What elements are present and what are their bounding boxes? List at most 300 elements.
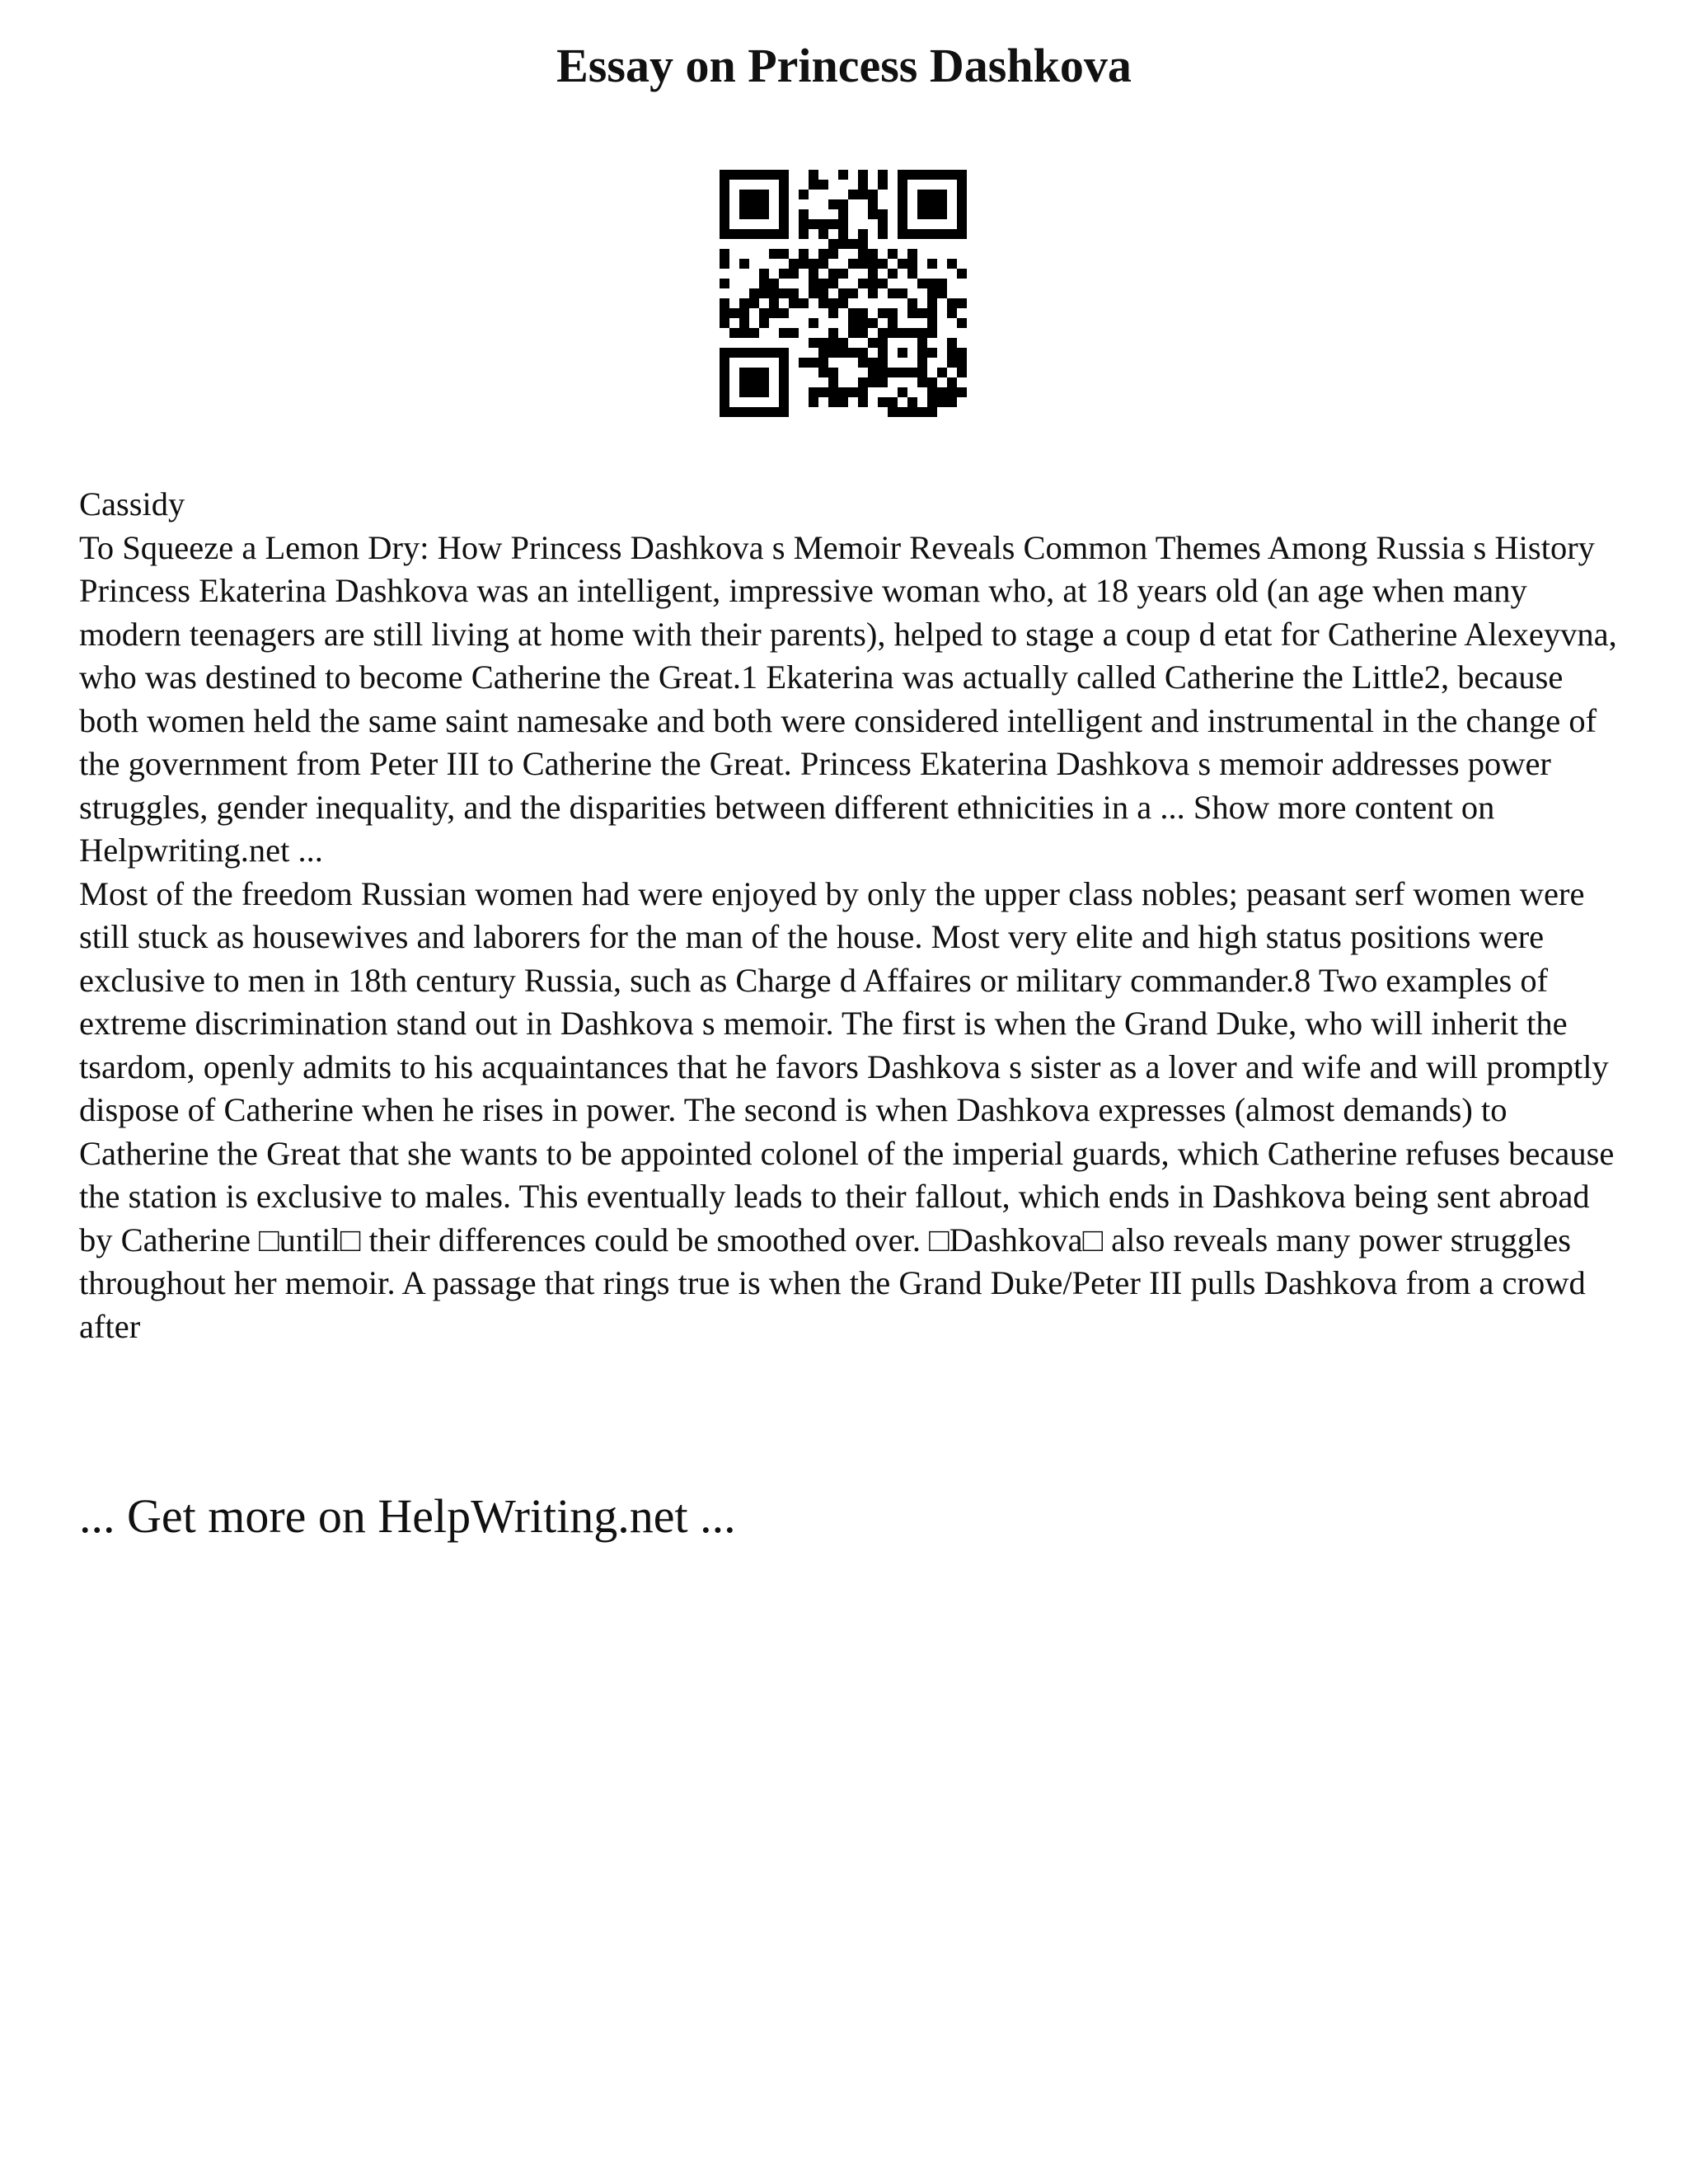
qr-module [779,358,789,368]
qr-module [779,190,789,199]
qr-module [927,328,937,338]
qr-module [927,209,937,219]
get-more-link[interactable]: ... Get more on HelpWriting.net ... [79,1489,736,1543]
qr-module [957,368,967,377]
qr-module [888,288,898,298]
qr-module [759,308,769,318]
qr-module [720,358,729,368]
qr-module [937,397,947,407]
qr-module [878,259,888,269]
qr-module [720,259,729,269]
qr-module [858,377,868,387]
qr-module [759,407,769,417]
qr-module [848,387,858,397]
qr-module [779,288,789,298]
qr-module [888,397,898,407]
qr-module [818,279,828,288]
qr-module [818,249,828,259]
qr-module [809,318,818,328]
qr-module [818,219,828,229]
qr-module [739,328,749,338]
qr-module [927,288,937,298]
qr-module [878,209,888,219]
qr-module [927,298,937,308]
qr-module [828,308,838,318]
qr-module [720,397,729,407]
qr-module [779,180,789,190]
qr-module [888,328,898,338]
qr-module [848,239,858,249]
qr-module [927,377,937,387]
qr-module [720,249,729,259]
qr-module [779,219,789,229]
qr-module [927,199,937,209]
qr-module [779,377,789,387]
qr-module [878,358,888,368]
qr-module [799,358,809,368]
qr-module [858,229,868,239]
qr-module [739,368,749,377]
qr-module [759,209,769,219]
qr-module [720,407,729,417]
qr-module [838,199,848,209]
qr-module [799,219,809,229]
qr-module [888,308,898,318]
qr-module [818,338,828,348]
qr-module [729,229,739,239]
qr-module [779,397,789,407]
qr-module [749,407,759,417]
qr-module [769,407,779,417]
qr-module [729,348,739,358]
qr-module [739,348,749,358]
qr-module [749,377,759,387]
qr-module [907,259,917,269]
qr-module [838,209,848,219]
qr-module [957,269,967,279]
qr-module [769,288,779,298]
qr-module [838,288,848,298]
qr-module [898,387,907,397]
qr-module [858,308,868,318]
qr-module [917,279,927,288]
qr-module [818,387,828,397]
qr-module [779,229,789,239]
qr-module [749,190,759,199]
qr-module [898,368,907,377]
qr-module [917,308,927,318]
qr-module [729,407,739,417]
qr-module [917,407,927,417]
qr-module [828,368,838,377]
qr-module [957,190,967,199]
qr-module [799,209,809,219]
qr-module [848,190,858,199]
qr-module [957,318,967,328]
qr-module [907,249,917,259]
qr-module [907,328,917,338]
qr-module [888,368,898,377]
qr-module [937,288,947,298]
qr-module [858,180,868,190]
qr-module [927,407,937,417]
qr-module [858,259,868,269]
qr-module [927,190,937,199]
qr-module [957,229,967,239]
qr-module [947,387,957,397]
document-body [79,483,1620,1348]
qr-module [720,209,729,219]
qr-module [947,377,957,387]
qr-module [720,199,729,209]
qr-module [828,348,838,358]
qr-module [779,368,789,377]
qr-module [789,288,799,298]
qr-module [868,209,878,219]
qr-module [947,338,957,348]
qr-module [917,190,927,199]
qr-module [947,348,957,358]
qr-module [907,298,917,308]
document-title: Essay on Princess Dashkova [556,39,1132,92]
qr-module [799,249,809,259]
qr-module [749,368,759,377]
qr-module [759,318,769,328]
qr-module [848,288,858,298]
qr-module [739,298,749,308]
qr-module [907,269,917,279]
qr-module [828,249,838,259]
qr-module [957,348,967,358]
qr-module [809,170,818,180]
qr-module [878,170,888,180]
qr-module [720,308,729,318]
qr-module [848,328,858,338]
qr-module [858,397,868,407]
qr-module [828,387,838,397]
qr-module [848,259,858,269]
qr-module [809,338,818,348]
qr-module [858,249,868,259]
qr-module [937,368,947,377]
qr-module [858,170,868,180]
qr-module [947,358,957,368]
qr-module [809,269,818,279]
qr-module [749,288,759,298]
qr-module [729,328,739,338]
qr-module [809,180,818,190]
qr-module [779,407,789,417]
qr-module [838,338,848,348]
qr-module [878,348,888,358]
qr-module [789,298,799,308]
qr-module [947,229,957,239]
qr-module [898,348,907,358]
qr-module [858,358,868,368]
qr-module [809,358,818,368]
qr-module [917,377,927,387]
qr-module [917,358,927,368]
qr-module [907,397,917,407]
qr-module [858,190,868,199]
qr-module [799,259,809,269]
qr-module [878,180,888,190]
qr-module [907,170,917,180]
qr-module [759,190,769,199]
qr-module [759,368,769,377]
qr-module [779,328,789,338]
qr-module [947,397,957,407]
qr-module [818,298,828,308]
qr-module [739,407,749,417]
qr-module [927,229,937,239]
qr-module [779,387,789,397]
qr-module [769,279,779,288]
qr-module [759,387,769,397]
qr-module [858,348,868,358]
qr-module [818,229,828,239]
qr-module [937,209,947,219]
qr-module [937,387,947,397]
qr-module [789,328,799,338]
qr-module [828,377,838,387]
qr-module [720,170,729,180]
qr-module [927,348,937,358]
qr-module [739,318,749,328]
qr-module [927,259,937,269]
qr-module [898,170,907,180]
qr-module [898,180,907,190]
qr-module [927,397,937,407]
qr-module [898,229,907,239]
qr-module [947,308,957,318]
qr-module [937,170,947,180]
qr-module [759,199,769,209]
qr-module [868,318,878,328]
qr-module [818,259,828,269]
qr-module [769,229,779,239]
qr-module [907,407,917,417]
qr-module [957,387,967,397]
qr-module [957,298,967,308]
qr-module [789,269,799,279]
qr-module [828,269,838,279]
qr-module [957,180,967,190]
qr-module [749,328,759,338]
qr-module [957,209,967,219]
qr-module [878,308,888,318]
qr-module [868,279,878,288]
qr-module [957,170,967,180]
qr-module [818,180,828,190]
qr-module [759,279,769,288]
qr-module [878,219,888,229]
qr-module [818,348,828,358]
qr-module [957,358,967,368]
qr-module [898,259,907,269]
qr-module [917,170,927,180]
qr-module [749,298,759,308]
qr-module [720,368,729,377]
qr-module [888,249,898,259]
qr-module [888,318,898,328]
qr-module [898,407,907,417]
qr-module [809,397,818,407]
qr-module [937,190,947,199]
qr-module [858,318,868,328]
qr-module [848,348,858,358]
qr-module [917,328,927,338]
qr-module [917,229,927,239]
qr-module [749,229,759,239]
paragraph-intro: To Squeeze a Lemon Dry: How Princess Dashkova s Memoir Reveals Common Themes Among Russia s History Princess Ekaterina Dashkova was an intelligent, impressive woman who, at 18 years old (an age when many modern teenagers are still living at home with their parents), helped to stage a coup d etat for Catherine Alexeyvna, who was destined to become Catherine the Great.1 Ekaterina was actually called Catherine the Little2, because both women held the same saint namesake and both were considered intelligent and instrumental in the change of the government from Peter III to Catherine the Great. Princess Ekaterina Dashkova s memoir addresses power struggles, gender inequality, and the disparities between different ethnicities in a ... Show more content on Helpwriting.net ... [79,528,1617,869]
qr-module [828,239,838,249]
qr-module [799,229,809,239]
qr-module [799,298,809,308]
qr-module [947,170,957,180]
qr-module [838,229,848,239]
qr-module [957,199,967,209]
paragraph-main: Most of the freedom Russian women had were enjoyed by only the upper class nobles; peasant serf women were still stuck as housewives and laborers for the man of the house. Most very elite and high status positions were exclusive to men in 18th century Russia, such as Charge d Affaires or military commander.8 Two examples of extreme discrimination stand out in Dashkova s memoir. The first is when the Grand Duke, who will inherit the tsardom, openly admits to his acquaintances that he favors Dashkova s sister as a lover and wife and will promptly dispose of Catherine when he rises in power. The second is when Dashkova expresses (almost demands) to Catherine the Great that she wants to be appointed colonel of the imperial guards, which Catherine refuses because the station is exclusive to males. This eventually leads to their fallout, which ends in Dashkova being sent abroad by Catherine □until□ their differences could be smoothed over. □Dashkova□ also reveals many power struggles throughout her memoir. A passage that rings true is when the Grand Duke/Peter III pulls Dashkova from a crowd after [79,874,1615,1345]
qr-code-icon [720,170,967,417]
qr-module [769,308,779,318]
qr-module [759,170,769,180]
qr-module [749,199,759,209]
qr-module [779,170,789,180]
qr-module [898,328,907,338]
qr-module [927,170,937,180]
qr-module [828,338,838,348]
qr-module [739,209,749,219]
qr-module [838,219,848,229]
qr-module [769,170,779,180]
qr-module [759,229,769,239]
qr-module [907,308,917,318]
qr-module [739,229,749,239]
qr-module [838,387,848,397]
qr-module [937,229,947,239]
qr-module [917,209,927,219]
qr-module [779,308,789,318]
qr-module [868,269,878,279]
qr-module [779,348,789,358]
qr-module [868,377,878,387]
qr-module [917,368,927,377]
qr-module [720,229,729,239]
qr-module [878,368,888,377]
qr-module [759,377,769,387]
qr-module [878,229,888,239]
qr-module [898,219,907,229]
qr-module [720,387,729,397]
qr-module [720,318,729,328]
qr-module [898,288,907,298]
qr-module [878,377,888,387]
qr-module [720,377,729,387]
qr-module [888,407,898,417]
qr-module [828,328,838,338]
qr-module [818,358,828,368]
qr-module [749,170,759,180]
qr-module [720,348,729,358]
qr-module [848,318,858,328]
qr-module [739,199,749,209]
qr-module [809,219,818,229]
qr-module [917,338,927,348]
qr-module [878,397,888,407]
qr-module [769,298,779,308]
qr-module [917,348,927,358]
qr-module [809,259,818,269]
qr-module [838,298,848,308]
qr-module [868,259,878,269]
qr-module [779,209,789,219]
qr-module [759,269,769,279]
qr-module [779,249,789,259]
qr-code-graphic [720,170,967,417]
qr-module [957,219,967,229]
qr-module [927,318,937,328]
qr-module [818,288,828,298]
qr-module [769,249,779,259]
qr-module [720,190,729,199]
qr-module [739,259,749,269]
qr-module [838,269,848,279]
qr-module [858,387,868,397]
qr-module [907,229,917,239]
qr-module [838,348,848,358]
qr-module [907,368,917,377]
qr-module [729,170,739,180]
qr-module [917,199,927,209]
qr-module [868,358,878,368]
qr-module [739,308,749,318]
qr-module [878,338,888,348]
qr-module [878,328,888,338]
qr-module [838,239,848,249]
qr-module [898,190,907,199]
qr-module [739,170,749,180]
qr-module [720,279,729,288]
qr-module [809,288,818,298]
qr-module [749,387,759,397]
qr-module [799,190,809,199]
qr-module [828,397,838,407]
qr-module [749,209,759,219]
qr-module [927,387,937,397]
qr-module [828,298,838,308]
qr-module [720,219,729,229]
qr-module [779,269,789,279]
qr-module [947,259,957,269]
qr-module [838,170,848,180]
qr-module [927,279,937,288]
qr-module [838,397,848,407]
qr-module [888,269,898,279]
qr-module [789,259,799,269]
qr-module [937,199,947,209]
qr-module [858,279,868,288]
qr-module [729,308,739,318]
qr-module [858,239,868,249]
qr-module [720,180,729,190]
qr-module [848,308,858,318]
qr-module [898,199,907,209]
qr-module [818,368,828,377]
author-line: Cassidy [79,485,185,523]
qr-module [739,190,749,199]
qr-module [739,377,749,387]
